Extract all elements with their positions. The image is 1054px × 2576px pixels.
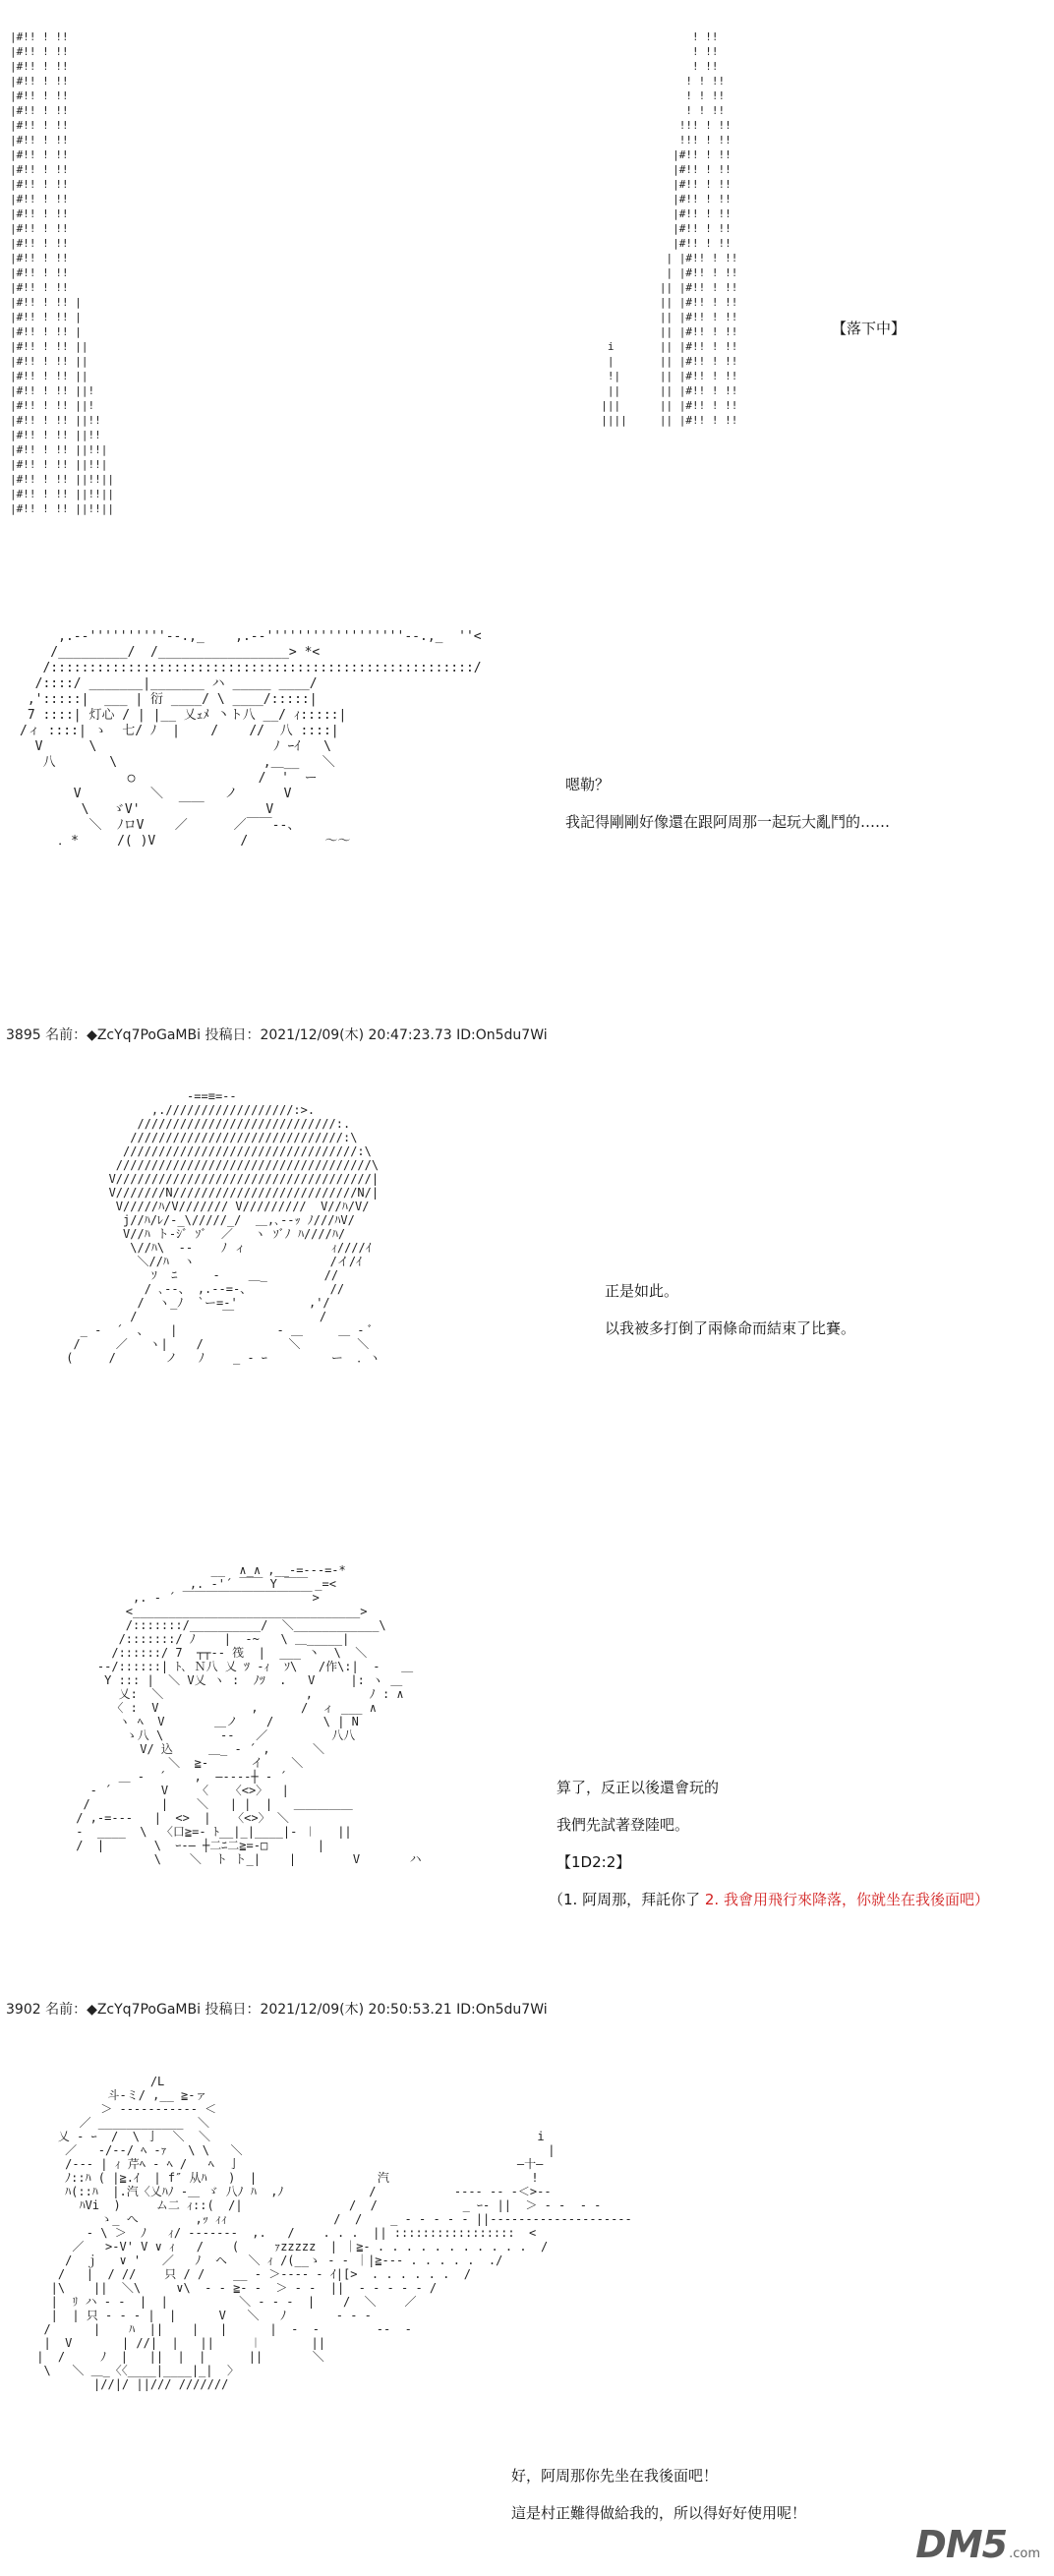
panel1-caption: 【落下中】 [832,320,907,337]
panel5-dialog [511,2466,806,2541]
dialog-line: 這是村正難得做給我的，所以得好好使用呢！ [511,2504,807,2522]
dialog-line: 我記得剛剛好像還在跟阿周那一起玩大亂鬥的…… [565,813,891,831]
ascii-art-character-hair: -==≡=-- ,.//////////////////:>. ////////////////////////////:. //////////////////////////////:\ /////////////////////////////////:\ ////////////////////////////////////\ V////////////////////////////////////| V///////N//////////////////////////N/| V/////ﾊ/V/////// V///////// V//ﾊ/V/ j//ﾊ/ﾚ/-_\/////_/ ＿,､--ｯ ﾉ///ﾊV/ V//ﾊ ト-ｼﾞ ｿﾞ ／ ヽ ｿﾞﾉ ﾊ////ﾊ/ \//ﾊ\ ‐- ﾉ ィ ｨ////ｲ ＼//ﾊ ヽ /イ/ｲ ｿ ﾆ - ＿_ // / ､‐-、 ,.-‐=-、 // / ヽ_ﾉ `ー=‐' ,'/ / ￣ / _ ‐ ´ 、 | ‐ ＿ ＿ ‐ ﾞ / ／ ヽ| / ＼ ＼ ( / ノ ﾉ _ ‐ ｰ ー ．ヽ [66,1089,381,1365]
dialog-line: 【1D2:2】 [556,1853,631,1871]
choice-line [549,1890,989,1909]
panel2-dialog [565,775,890,849]
choice-option-2: 2. 我會用飛行來降落，你就坐在我後面吧） [704,1891,989,1908]
dialog-line: 我們先試著登陸吧。 [556,1816,690,1834]
watermark-sub: .com [1009,2547,1040,2561]
ascii-art-character-cap: ,.-‐''''''''''‐-.,_ ,.-‐''''''''''''''''''‐-.,_ ''< /_________/ /_________________> *< /:::::::::::::::::::::::::::::::::::::::::::::::::::::::/ /::::/ _______|_______ ハ _____ ____/ ,':::::| ___ | 衍 ____/ \ ____/:::::| 7 ::::| 灯心 / | |__ 乂ｪﾒ 丶ト八 __/ ｨ:::::| /ィ ::::| ゝ 七/ ﾉ | / // 八 ::::| V \ ﾉ ｰｲ \ 八 \ ,＿__ ＼ ○ / ' ー V ＼ ノ V \ ゞV' ￣￣ V ＼ ﾉロV ／ ／￣￣‐-、 ．* /( )V / ～～ [20,629,482,849]
ascii-art-character-hat: __ ∧_∧ ,__-=‐‐‐=-* ,. ‐'´ ￣￣ Y ￣￣ _=< ,. ‐ ´ ￣￣￣￣￣￣￣￣￣￣￣> <________________________________> /:::::::/__________/ ＼____________\ /:::::::/ ﾉ | -~ \ ＿_____| /::::::/ 7 ┬┬-‐ 筏 | ___ 丶 \ ＼ ‐-/::::::| ﾄ､ Ｎ八 乂 ﾂ ‐ｨ ｿ\ /作\:| - ＿ Y ::: | ＼ V乂 ヽ : ﾉﾂ . V |: ヽ ＿ 乂: ＼ , ﾉ : ∧ 〈 : V , / ィ ___ ∧ ヽ ﾍ V ＿ノ / \ | N ゝ八 \ -- ／ 八八 V/ 込 ＿_ ‐ ´ , ＼ ＼ ≧‐ イ ＼ ＿ ‐ ´ , ―‐‐‐‐┼ ‐ ´ ‐ ´ V 〈 〈<>〉 | / | ＼ | | | ＿＿＿＿＿ / ,‐=-‐- | <> | 〈<>〉 ＼ ‐ ____ \ 〈口≧=- ﾄ__|_|____|‐ ︱ || / | \ ｰ‐― ┼二ﾆ二≧=‐□ | \ ＼ ト ト_| | V ハ [76,1563,422,1866]
panel4-dialog [549,1778,989,1927]
post-header: 3895 名前：◆ZcYq7PoGaMBi 投稿日：2021/12/09(木) 20:47:23.73 ID:On5du7Wi [6,1027,548,1043]
dm5-watermark-logo [915,2523,1040,2566]
ascii-art-right-tower: ! !! ! !! ! !! ! ! !! ! ! !! ! ! !! !!! ! !! !!! ! !! |#!! ! !! |#!! ! !! |#!! ! !! |#!! ! !! |#!! ! !! |#!! ! !! |#!! ! !! | |#!! ! !! | |#!! ! !! || |#!! ! !! || |#!! ! !! || |#!! ! !! || |#!! ! !! i || |#!! ! !! | || |#!! ! !! !| || |#!! ! !! || || |#!! ! !! ||| || |#!! ! !! |||| || |#!! ! !! [601,30,738,427]
dialog-line: 嗯勒？ [565,776,611,793]
dialog-line: 以我被多打倒了兩條命而結束了比賽。 [605,1319,856,1337]
ascii-art-character-with-weapon: /L 斗‐ミ/ ,__ ≧‐ァ ＞ ‐‐‐‐‐‐‐‐‐‐‐ ＜ ／ ____________ ＼ 乂 ‐ ｰ / \ 亅 ＼ ＼ i ／ ‐/‐‐/ ﾍ ‐ｧ \ \ ＼ | /‐‐‐ | ｨ 芹ﾍ ‐ ﾍ / ﾍ 亅 ―十― ﾉ::ﾊ ( |≧.ｲ | f″ 从ﾊ ) | 汽 ! ﾊ(::ﾊ |.汽〈乂ﾊﾉ ‐＿ ゞ 八ﾉ ﾊ ,ﾉ / ‐‐‐‐ ‐‐ ‐＜>‐‐ ﾊVi ) ム二 ｨ::( /| / / _ ｰ‐ || ＞ ‐ ‐ ‐ ‐ ゝ_ へ ,ｯ ｨｨ / / _ ‐ ‐ ‐ ‐ ‐ ||‐‐‐‐‐‐‐‐‐‐‐‐‐‐‐‐‐‐‐‐ ‐ \ ＞ ﾉ ｨ/ ‐‐‐‐‐‐‐ ,. / . . . || ::::::::::::::::: < ／ >‐V' V ∨ ｨ / ( ｧzzzzz | ｜≧‐ . . . . . . . . . . . / / ｊ ∨ ' ／ ﾉ ヘ ＼ ｨ /(__ゝ ‐ ‐ ｜|≧‐‐‐ . . . . . ./ / | / // 只 / / __ ‐ ＞‐‐‐‐ ‐ ｲ|[> . . . . . . / |\ || ＼\ ∨\ ‐ ‐ ≧‐ ‐ ＞ ‐ ‐ || ‐ ‐ ‐ ‐ ‐ / | ﾘ ハ ‐ ‐ | | ＼ ‐ ‐ ‐ | / ＼ ／ | | 只 ‐ ‐ ‐ | | V ＼ ﾉ ‐ ‐ ‐ / | ﾊ || | | | ‐ ‐ ‐‐ ‐ | V | //| | || ︱ || | / ﾉ | || | | || ＼ \ ＼ ＿_〈〈____|____|_| 〉 |//|/ ||/// /////// [36,2075,632,2391]
dialog-line: 正是如此。 [605,1282,679,1300]
panel3-dialog [605,1281,855,1356]
ascii-art-left-tower: |#!! ! !! |#!! ! !! |#!! ! !! |#!! ! !! |#!! ! !! |#!! ! !! |#!! ! !! |#!! ! !! |#!! ! !! |#!! ! !! |#!! ! !! |#!! ! !! |#!! ! !! |#!! ! !! |#!! ! !! |#!! ! !! |#!! ! !! |#!! ! !! |#!! ! !! | |#!! ! !! | |#!! ! !! | |#!! ! !! || |#!! ! !! || |#!! ! !! || |#!! ! !! ||! |#!! ! !! ||! |#!! ! !! ||!! |#!! ! !! ||!! |#!! ! !! ||!!| |#!! ! !! ||!!| |#!! ! !! ||!!|| |#!! ! !! ||!!|| |#!! ! !! ||!!|| [10,30,114,515]
dialog-line: 好，阿周那你先坐在我後面吧！ [511,2467,719,2485]
watermark-main: DM5 [915,2523,1008,2566]
choice-option-1: （1. 阿周那，拜託你了 [549,1891,705,1908]
post-header: 3902 名前：◆ZcYq7PoGaMBi 投稿日：2021/12/09(木) 20:50:53.21 ID:On5du7Wi [6,2002,548,2018]
dialog-line: 算了，反正以後還會玩的 [556,1779,720,1796]
